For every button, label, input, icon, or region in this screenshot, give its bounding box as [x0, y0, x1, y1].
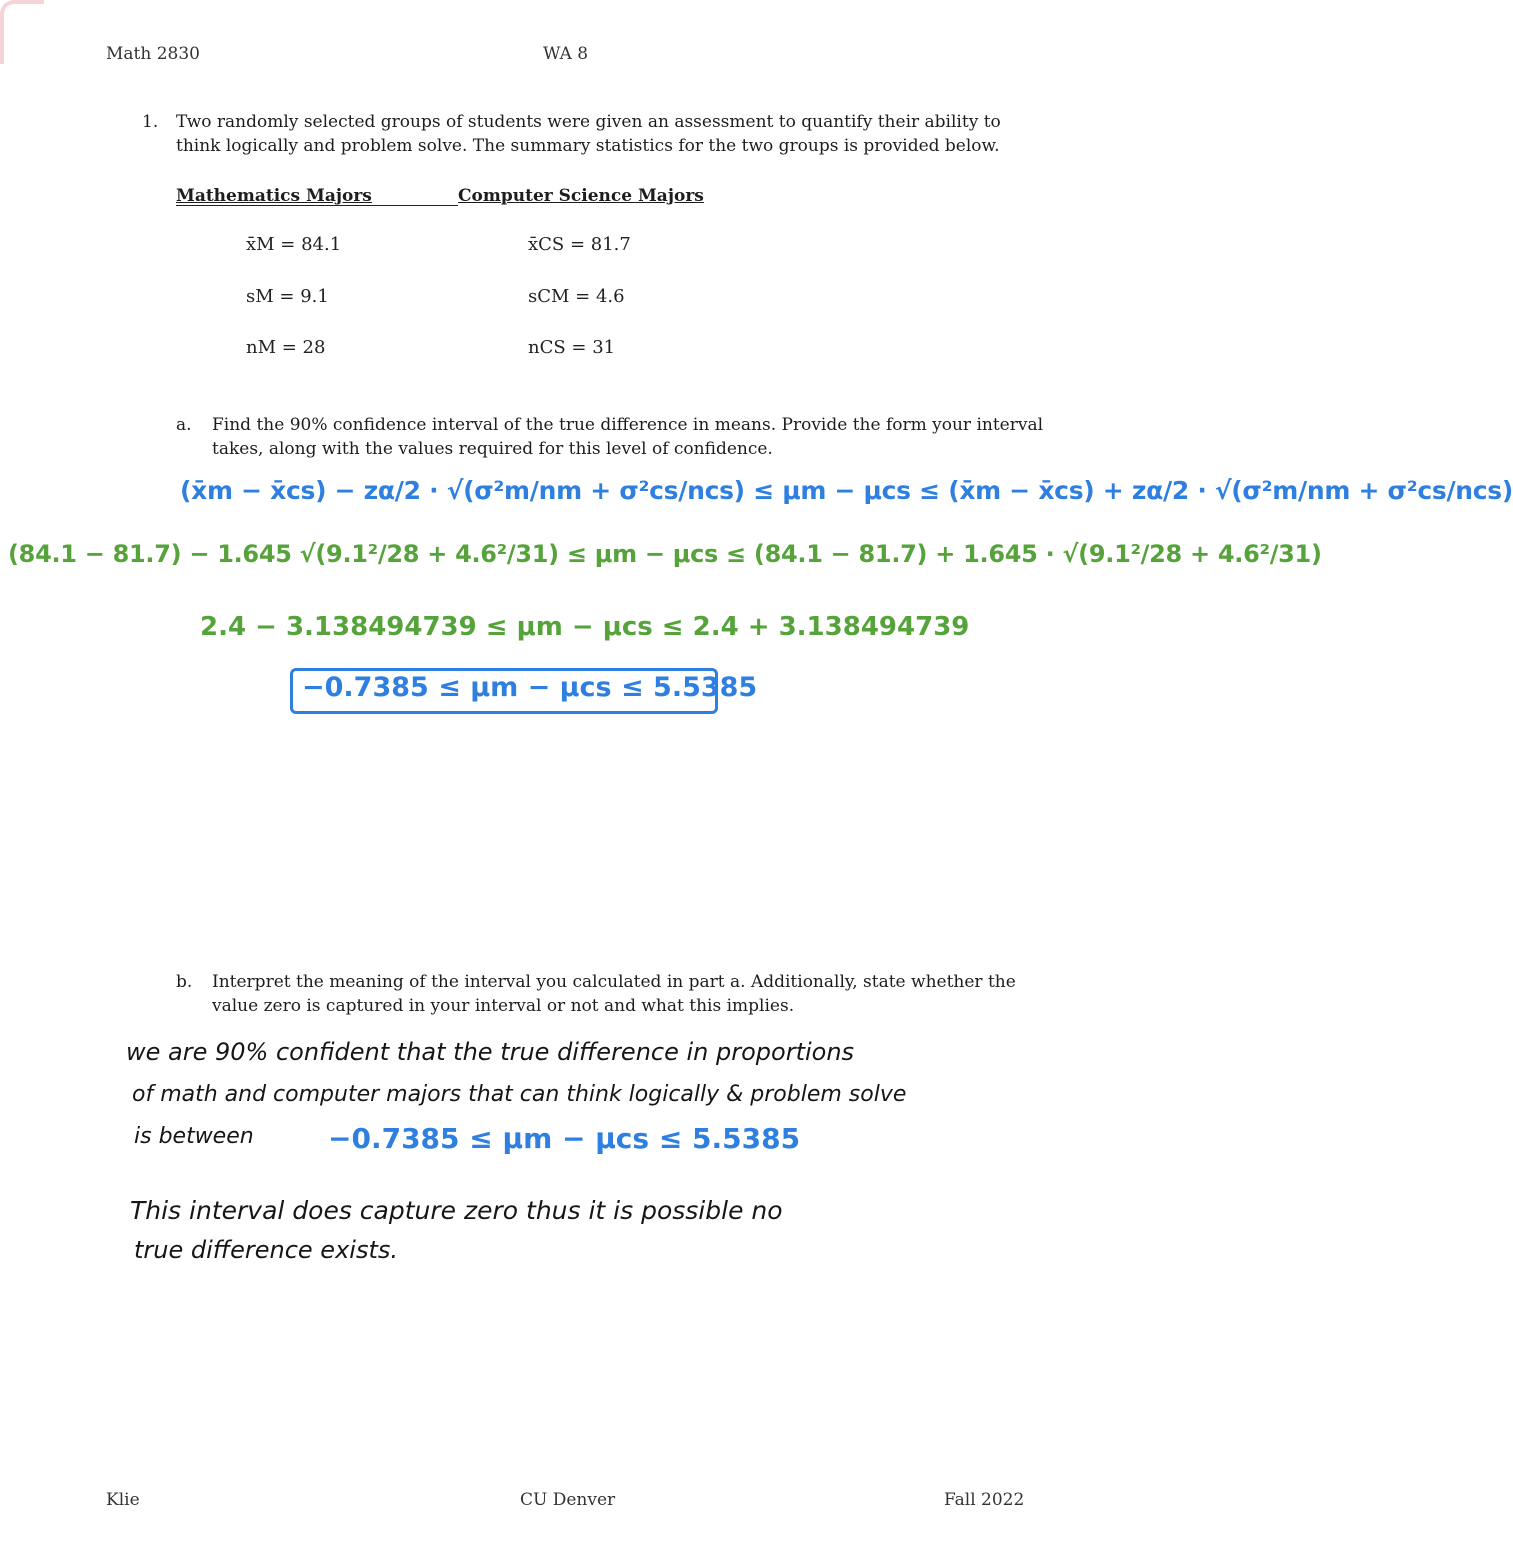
- question-number: 1.: [142, 112, 159, 132]
- conclusion-line-1: This interval does capture zero thus it is possible no: [130, 1196, 783, 1225]
- page-corner-mark: [0, 0, 44, 64]
- part-a-line-1: Find the 90% confidence interval of the true difference in means. Provide the form your interval: [212, 415, 1044, 435]
- header-course: Math 2830: [106, 44, 200, 64]
- question-line-1: Two randomly selected groups of students were given an assessment to quantify their ability to: [176, 112, 1001, 132]
- interpretation-line-2: of math and computer majors that can think logically & problem solve: [132, 1082, 907, 1107]
- header-assignment: WA 8: [543, 44, 589, 64]
- handwritten-computation: 2.4 − 3.138494739 ≤ μm − μcs ≤ 2.4 + 3.138494739: [200, 612, 970, 642]
- part-a-label: a.: [176, 415, 192, 435]
- part-b-line-1: Interpret the meaning of the interval you calculated in part a. Additionally, state whether the: [212, 972, 1016, 992]
- cs-majors-heading: Computer Science Majors: [458, 186, 704, 206]
- heading-underline-extension: [176, 205, 458, 206]
- interpretation-line-1: we are 90% confident that the true difference in proportions: [126, 1038, 855, 1066]
- cs-mean: x̄CS = 81.7: [528, 234, 631, 255]
- part-a-line-2: takes, along with the values required for this level of confidence.: [212, 439, 773, 459]
- math-mean: x̄M = 84.1: [246, 234, 342, 255]
- part-b-label: b.: [176, 972, 193, 992]
- cs-n: nCS = 31: [528, 337, 616, 358]
- footer-author: Klie: [106, 1490, 140, 1510]
- math-n: nM = 28: [246, 337, 326, 358]
- handwritten-formula: (x̄m − x̄cs) − zα/2 · √(σ²m/nm + σ²cs/ncs) ≤ μm − μcs ≤ (x̄m − x̄cs) + zα/2 · √(σ²m/nm + σ²cs/ncs): [180, 476, 1513, 505]
- handwritten-substitution: (84.1 − 81.7) − 1.645 √(9.1²/28 + 4.6²/31) ≤ μm − μcs ≤ (84.1 − 81.7) + 1.645 · √(9.1²/28 + 4.6²/31): [8, 540, 1322, 568]
- conclusion-line-2: true difference exists.: [134, 1236, 398, 1264]
- math-majors-heading: Mathematics Majors: [176, 186, 372, 206]
- question-line-2: think logically and problem solve. The summary statistics for the two groups is provided below.: [176, 136, 1000, 156]
- part-b-line-2: value zero is captured in your interval or not and what this implies.: [212, 996, 795, 1016]
- interpretation-line-3-prefix: is between: [134, 1124, 254, 1149]
- math-sd: sM = 9.1: [246, 286, 329, 307]
- footer-school: CU Denver: [520, 1490, 616, 1510]
- cs-sd: sCM = 4.6: [528, 286, 625, 307]
- handwritten-final-interval: −0.7385 ≤ μm − μcs ≤ 5.5385: [302, 672, 758, 703]
- interpretation-interval: −0.7385 ≤ μm − μcs ≤ 5.5385: [328, 1122, 801, 1155]
- footer-term: Fall 2022: [944, 1490, 1025, 1510]
